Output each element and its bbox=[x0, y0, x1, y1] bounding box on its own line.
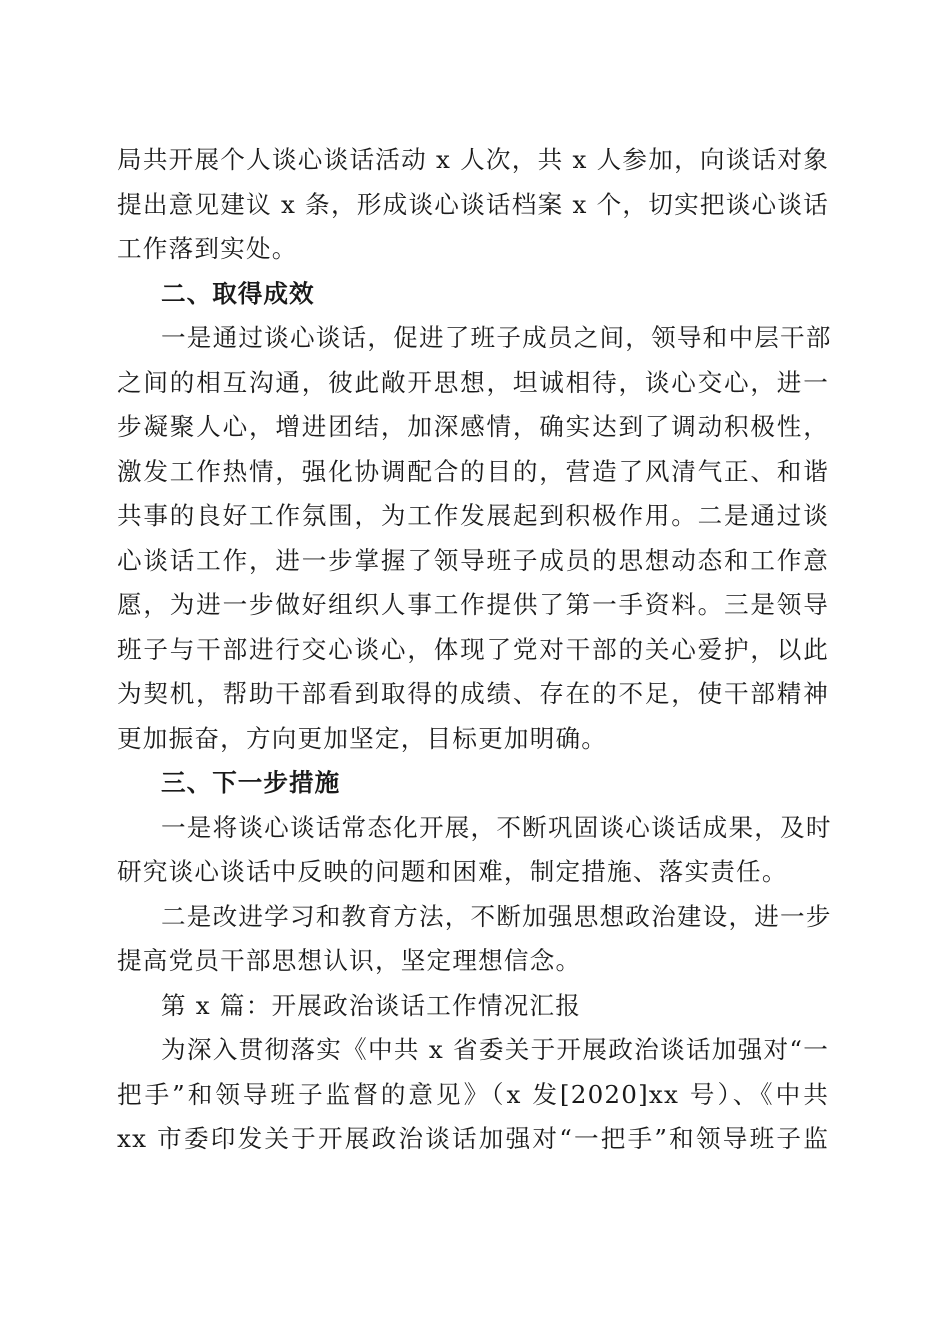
document-page bbox=[117, 138, 832, 1162]
section-heading-next-steps: 三、下一步措施 bbox=[161, 768, 341, 797]
paragraph-line: 步凝聚人心，增进团结，加深感情，确实达到了调动积极性， bbox=[117, 412, 829, 441]
paragraph-line: 把手”和领导班子监督的意见》（x 发[2020]xx 号）、《中共 bbox=[117, 1079, 829, 1109]
paragraph-line: 一是将谈心谈话常态化开展，不断巩固谈心谈话成果，及时 bbox=[161, 812, 832, 842]
paragraph-line: 更加振奋，方向更加坚定，目标更加明确。 bbox=[117, 723, 608, 753]
paragraph-line: 二是改进学习和教育方法，不断加强思想政治建设，进一步 bbox=[161, 901, 832, 931]
paragraph-line: 提高党员干部思想认识，坚定理想信念。 bbox=[117, 946, 582, 975]
paragraph-line: 提出意见建议 x 条，形成谈心谈话档案 x 个，切实把谈心谈话 bbox=[117, 189, 829, 219]
paragraph-line: 为契机，帮助干部看到取得的成绩、存在的不足，使干部精神 bbox=[117, 679, 829, 708]
paragraph-line: 为深入贯彻落实《中共 x 省委关于开展政治谈话加强对“一 bbox=[161, 1035, 829, 1064]
paragraph-line: 心谈话工作，进一步掌握了领导班子成员的思想动态和工作意 bbox=[117, 545, 829, 575]
paragraph-line: 一是通过谈心谈话，促进了班子成员之间，领导和中层干部 bbox=[161, 323, 832, 352]
section-heading-results: 二、取得成效 bbox=[161, 278, 315, 308]
paragraph-line: 班子与干部进行交心谈心，体现了党对干部的关心爱护，以此 bbox=[117, 634, 829, 664]
paragraph-line: 共事的良好工作氛围，为工作发展起到积极作用。二是通过谈 bbox=[117, 501, 829, 530]
paragraph-line: 激发工作热情，强化协调配合的目的，营造了风清气正、和谐 bbox=[117, 456, 829, 486]
paragraph-line: 愿，为进一步做好组织人事工作提供了第一手资料。三是领导 bbox=[117, 590, 829, 619]
article-title: 第 x 篇：开展政治谈话工作情况汇报 bbox=[161, 990, 582, 1020]
paragraph-line: xx 市委印发关于开展政治谈话加强对“一把手”和领导班子监 bbox=[117, 1124, 829, 1153]
paragraph-line: 工作落到实处。 bbox=[117, 234, 298, 263]
paragraph-line: 之间的相互沟通，彼此敞开思想，坦诚相待，谈心交心，进一 bbox=[117, 367, 829, 397]
paragraph-line: 研究谈心谈话中反映的问题和困难，制定措施、落实责任。 bbox=[117, 857, 788, 886]
paragraph-line: 局共开展个人谈心谈话活动 x 人次，共 x 人参加，向谈话对象 bbox=[117, 145, 829, 174]
